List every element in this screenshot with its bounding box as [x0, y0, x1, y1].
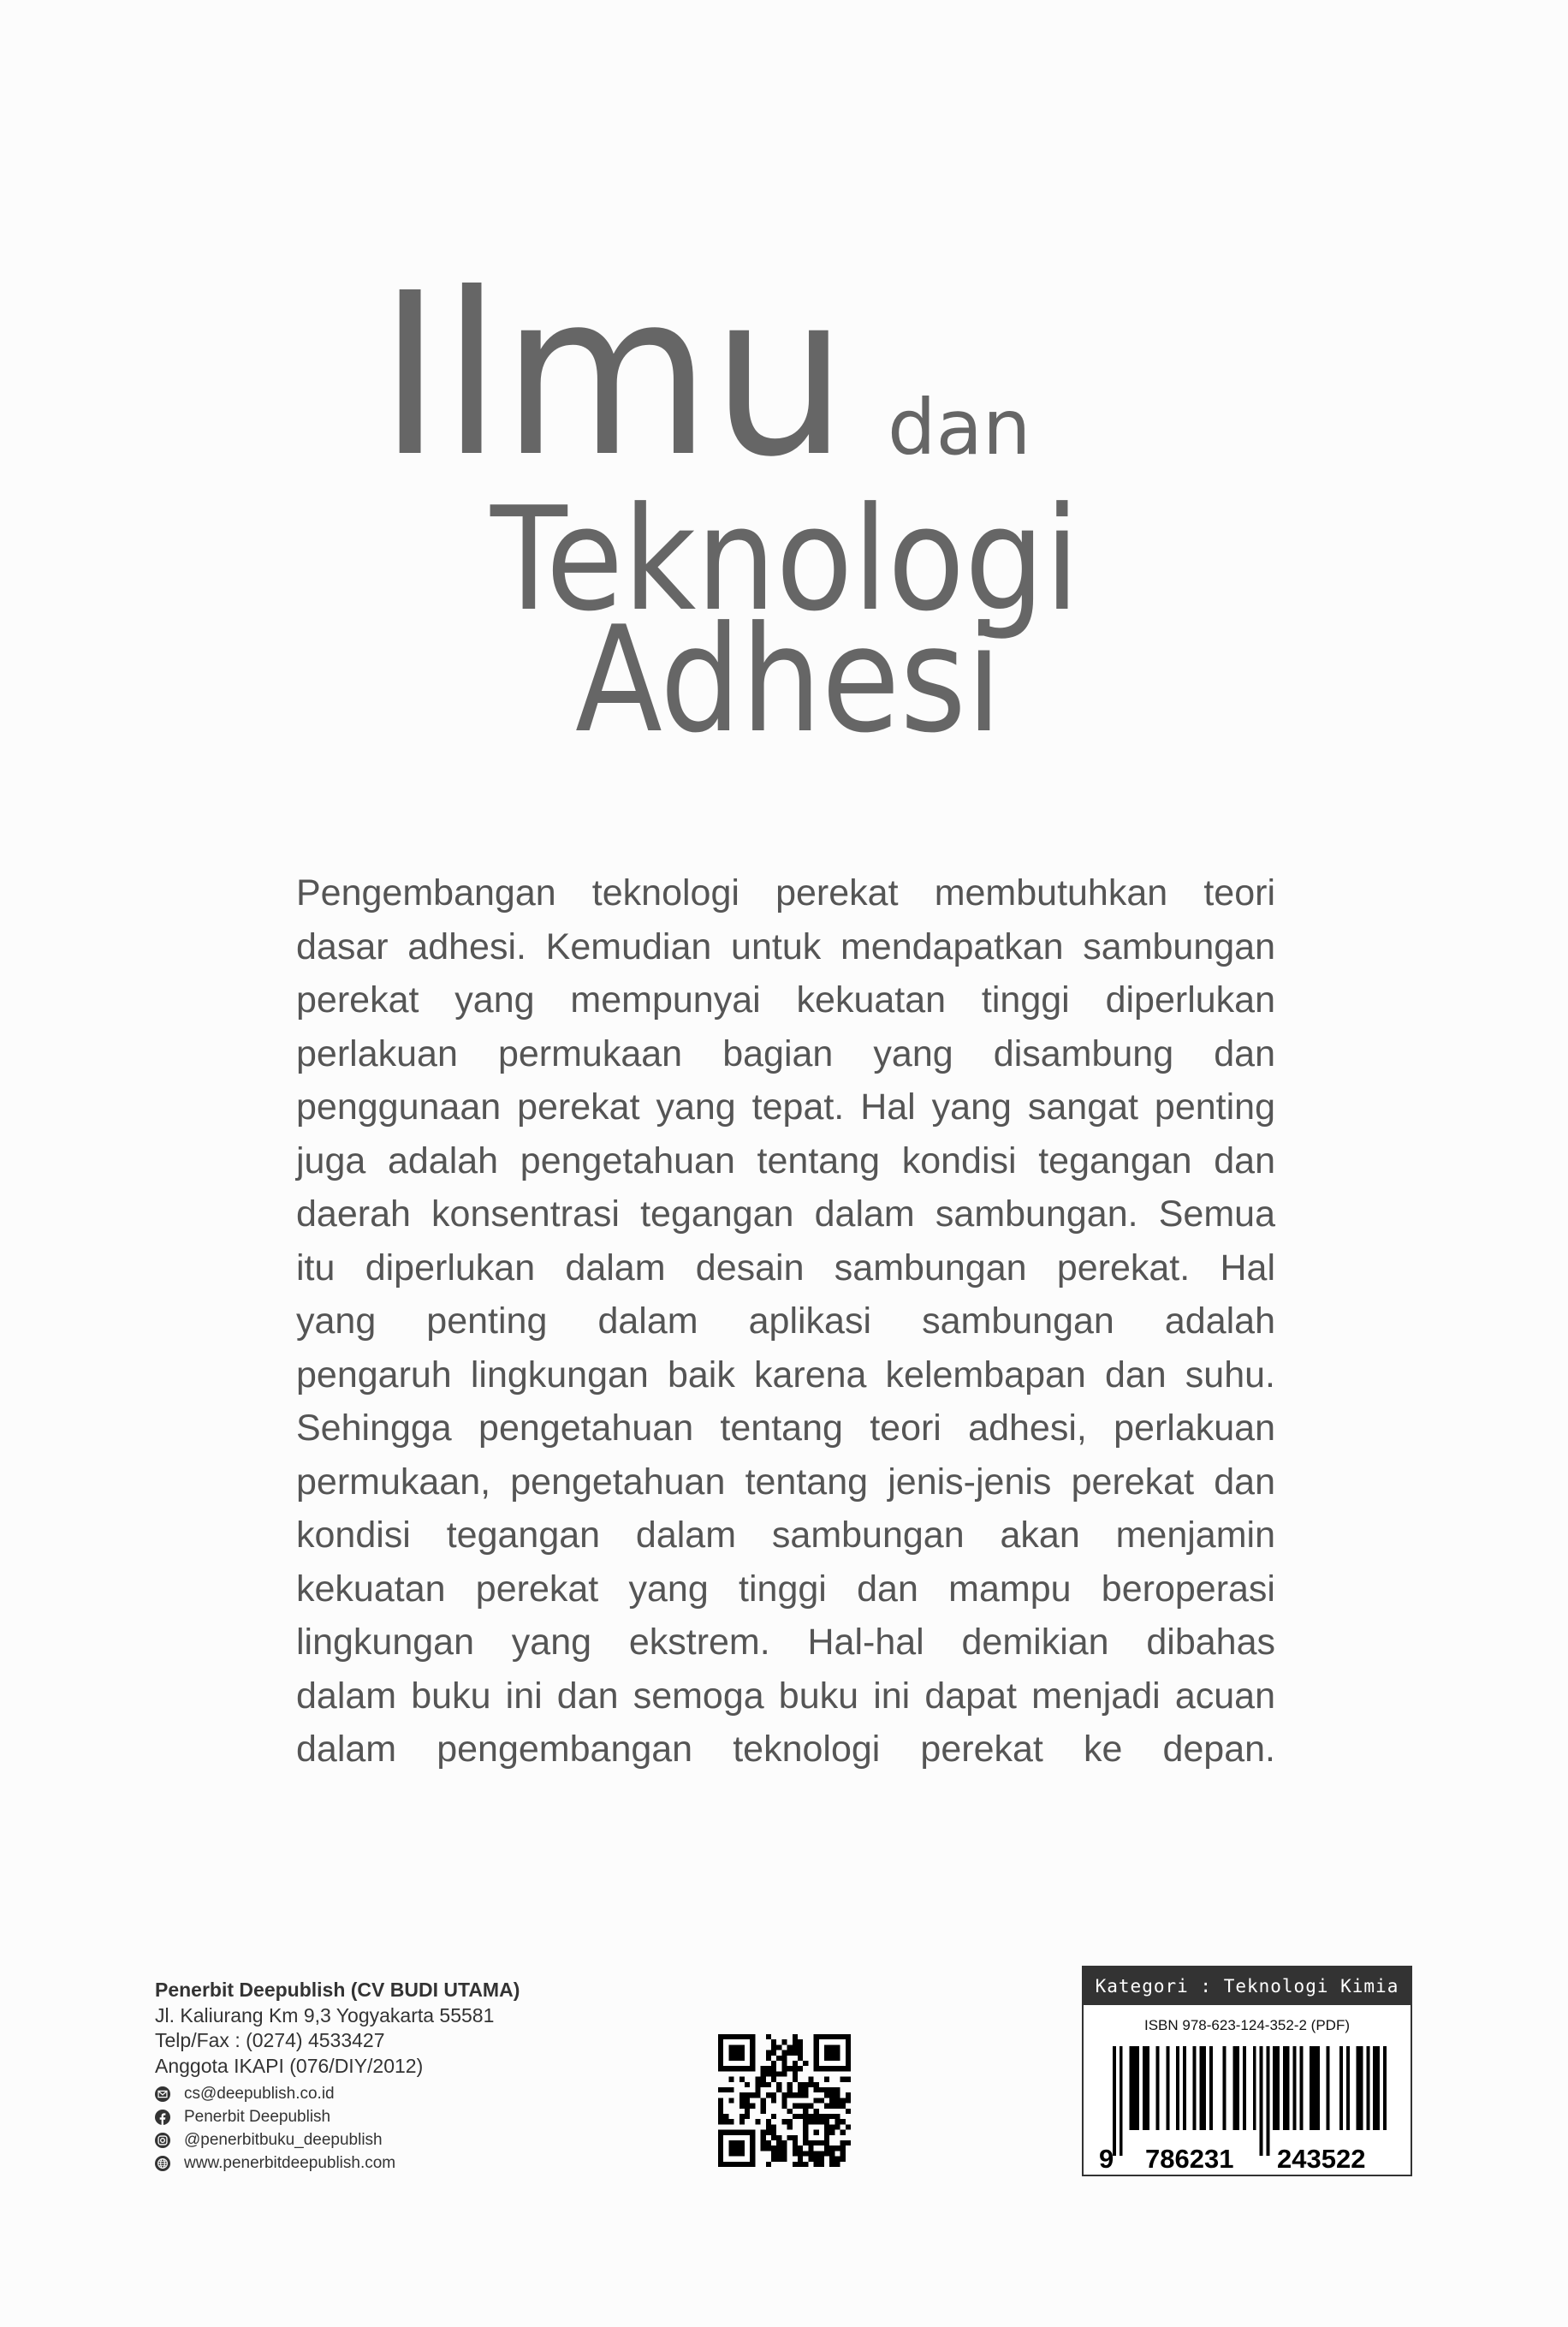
qr-module [761, 2077, 766, 2082]
qr-module [793, 2162, 798, 2167]
qr-module [776, 2140, 781, 2145]
qr-module [718, 2098, 723, 2103]
qr-module [750, 2104, 755, 2109]
qr-module [781, 2056, 787, 2061]
qr-module [808, 2082, 813, 2087]
qr-module [745, 2114, 750, 2119]
qr-module [787, 2092, 793, 2098]
qr-module [781, 2039, 787, 2044]
qr-module [798, 2114, 803, 2119]
isbn-box [1082, 1966, 1412, 2176]
qr-module [819, 2098, 824, 2103]
qr-module [814, 2109, 819, 2114]
qr-module [781, 2145, 787, 2151]
qr-module [793, 2066, 798, 2071]
qr-module [840, 2130, 846, 2135]
qr-module [846, 2109, 851, 2114]
qr-module [829, 2130, 834, 2135]
barcode-bar [1143, 2046, 1149, 2130]
barcode-bar [1199, 2046, 1206, 2130]
qr-module [787, 2109, 793, 2114]
qr-module [761, 2135, 766, 2140]
qr-module [781, 2104, 787, 2109]
qr-module [829, 2124, 834, 2129]
qr-module [745, 2082, 750, 2087]
qr-module [814, 2130, 819, 2135]
qr-module [798, 2087, 803, 2092]
synopsis-line: permukaan, pengetahuan tentang jenis-jenis perekat dan [296, 1461, 1275, 1503]
qr-module [771, 2124, 776, 2129]
qr-module [814, 2087, 819, 2092]
qr-module [829, 2145, 834, 2151]
website-text: www.penerbitdeepublish.com [184, 2154, 396, 2172]
qr-module [781, 2050, 787, 2056]
qr-module [798, 2151, 803, 2156]
qr-module [829, 2098, 834, 2103]
qr-module [824, 2092, 829, 2098]
qr-module [829, 2162, 834, 2167]
qr-module [771, 2114, 776, 2119]
barcode-bar [1223, 2046, 1226, 2130]
qr-module [814, 2151, 819, 2156]
qr-module [840, 2098, 846, 2103]
qr-module [771, 2061, 776, 2066]
qr-module [771, 2092, 776, 2098]
barcode-bar [1193, 2046, 1197, 2130]
qr-module [776, 2145, 781, 2151]
qr-module [771, 2151, 776, 2156]
synopsis-line: penggunaan perekat yang tepat. Hal yang sangat penting [296, 1086, 1275, 1128]
barcode-bar [1299, 2046, 1303, 2130]
qr-module [846, 2077, 851, 2082]
isbn-number: ISBN 978-623-124-352-2 (PDF) [1143, 2017, 1350, 2033]
qr-module [761, 2104, 766, 2109]
publisher-info [155, 1978, 520, 2175]
contact-instagram [155, 2128, 520, 2151]
qr-module [803, 2087, 808, 2092]
qr-module [803, 2151, 808, 2156]
barcode-bar [1136, 2046, 1139, 2130]
qr-module [766, 2092, 771, 2098]
barcode-digits-right: 243522 [1277, 2144, 1366, 2174]
qr-module [824, 2151, 829, 2156]
qr-module [771, 2157, 776, 2162]
synopsis [296, 866, 1275, 1776]
qr-module [787, 2082, 793, 2087]
qr-module [755, 2077, 760, 2082]
qr-module [781, 2061, 787, 2066]
qr-module [771, 2044, 776, 2050]
qr-module [771, 2077, 776, 2082]
qr-module [814, 2082, 819, 2087]
qr-module [766, 2145, 771, 2151]
qr-module [766, 2082, 771, 2087]
qr-module [803, 2092, 808, 2098]
qr-module [718, 2114, 723, 2119]
qr-module [793, 2061, 798, 2066]
synopsis-line: itu diperlukan dalam desain sambungan perekat. Hal [296, 1247, 1275, 1288]
qr-module [834, 2124, 840, 2129]
qr-module [766, 2140, 771, 2145]
synopsis-line: yang penting dalam aplikasi sambungan adalah [296, 1300, 1275, 1342]
synopsis-line: daerah konsentrasi tegangan dalam sambungan. Semua [296, 1193, 1275, 1235]
qr-module [761, 2130, 766, 2135]
qr-module [840, 2104, 846, 2109]
qr-module [824, 2044, 840, 2061]
qr-module [808, 2151, 813, 2156]
qr-module [728, 2077, 734, 2082]
email-text: cs@deepublish.co.id [184, 2085, 335, 2103]
title-adhesi: Adhesi [575, 595, 1002, 765]
qr-module [793, 2114, 798, 2119]
qr-module [781, 2140, 787, 2145]
qr-module [834, 2098, 840, 2103]
barcode-bar [1209, 2046, 1213, 2130]
barcode-bar [1113, 2046, 1116, 2156]
contact-website [155, 2151, 520, 2175]
qr-module [761, 2082, 766, 2087]
qr-module [739, 2098, 745, 2103]
qr-module [834, 2145, 840, 2151]
barcode-bar [1293, 2046, 1297, 2130]
qr-module [798, 2157, 803, 2162]
qr-module [798, 2082, 803, 2087]
qr-module [803, 2061, 808, 2066]
qr-module [761, 2071, 766, 2076]
instagram-icon [155, 2133, 170, 2148]
category-label: Kategori : Teknologi Kimia [1084, 1967, 1411, 2005]
synopsis-line: dalam buku ini dan semoga buku ini dapat menjadi acuan [296, 1675, 1275, 1717]
qr-module [739, 2092, 745, 2098]
contact-email [155, 2082, 520, 2105]
qr-module [793, 2104, 798, 2109]
title-ilmu: Ilmu [378, 245, 848, 506]
qr-code[interactable] [718, 2034, 851, 2167]
qr-module [824, 2077, 829, 2082]
qr-module [728, 2098, 734, 2103]
qr-module [834, 2092, 840, 2098]
qr-module [771, 2130, 776, 2135]
qr-module [776, 2087, 781, 2092]
facebook-text: Penerbit Deepublish [184, 2108, 331, 2126]
qr-module [718, 2109, 723, 2114]
qr-module [814, 2157, 819, 2162]
qr-module [718, 2104, 723, 2109]
qr-module [824, 2145, 829, 2151]
qr-module [834, 2157, 840, 2162]
barcode-bar [1310, 2046, 1320, 2130]
qr-module [793, 2039, 798, 2044]
qr-module [761, 2066, 766, 2071]
globe-icon [155, 2156, 170, 2171]
barcode-bar [1176, 2046, 1179, 2130]
qr-module [846, 2098, 851, 2103]
qr-module [808, 2114, 813, 2119]
qr-module [755, 2092, 760, 2098]
qr-module [787, 2124, 793, 2129]
qr-module [793, 2092, 798, 2098]
barcode-bar [1366, 2046, 1369, 2130]
publisher-address: Jl. Kaliurang Km 9,3 Yogyakarta 55581 [155, 2003, 495, 2026]
qr-module [793, 2071, 798, 2076]
qr-module [771, 2039, 776, 2044]
qr-module [840, 2157, 846, 2162]
qr-module [781, 2066, 787, 2071]
qr-module [808, 2104, 813, 2109]
qr-module [750, 2092, 755, 2098]
qr-module [745, 2109, 750, 2114]
qr-module [761, 2098, 766, 2103]
synopsis-line: dalam pengembangan teknologi perekat ke depan. [296, 1729, 1275, 1770]
qr-module [798, 2044, 803, 2050]
barcode-bar [1120, 2046, 1123, 2156]
qr-module [798, 2162, 803, 2167]
qr-module [781, 2071, 787, 2076]
qr-module [723, 2119, 728, 2124]
qr-module [771, 2050, 776, 2056]
qr-module [781, 2119, 787, 2124]
synopsis-line: Pengembangan teknologi perekat membutuhkan teori [296, 872, 1275, 914]
qr-module [771, 2135, 776, 2140]
qr-module [728, 2044, 745, 2061]
barcode-bar [1357, 2046, 1363, 2130]
qr-module [798, 2066, 803, 2071]
qr-module [781, 2157, 787, 2162]
qr-module [776, 2056, 781, 2061]
qr-module [761, 2140, 766, 2145]
qr-module [798, 2039, 803, 2044]
qr-module [739, 2114, 745, 2119]
qr-module [776, 2071, 781, 2076]
qr-module [829, 2157, 834, 2162]
publisher-phone: Telp/Fax : (0274) 4533427 [155, 2029, 385, 2051]
qr-module [834, 2114, 840, 2119]
qr-module [829, 2114, 834, 2119]
qr-module [793, 2044, 798, 2050]
barcode-bar [1373, 2046, 1380, 2130]
qr-module [771, 2145, 776, 2151]
barcode-bar [1166, 2046, 1169, 2130]
qr-module [776, 2135, 781, 2140]
qr-module [766, 2130, 771, 2135]
barcode-digits-left: 786231 [1145, 2144, 1234, 2174]
barcode-bar [1266, 2046, 1269, 2156]
qr-module [814, 2098, 819, 2103]
barcode-bar [1183, 2046, 1186, 2130]
barcode-bar [1273, 2046, 1280, 2130]
barcode-bar [1232, 2046, 1239, 2130]
qr-module [808, 2157, 813, 2162]
synopsis-line: perlakuan permukaan bagian yang disambung dan [296, 1033, 1275, 1074]
qr-module [745, 2092, 750, 2098]
qr-module [766, 2071, 771, 2076]
qr-module [840, 2119, 846, 2124]
barcode-bar [1156, 2046, 1160, 2130]
barcode-bar [1130, 2046, 1137, 2130]
publisher-member: Anggota IKAPI (076/DIY/2012) [155, 2054, 424, 2077]
qr-module [798, 2056, 803, 2061]
qr-module [787, 2135, 793, 2140]
qr-module [834, 2119, 840, 2124]
qr-module [787, 2066, 793, 2071]
qr-module [829, 2104, 834, 2109]
qr-module [846, 2124, 851, 2129]
barcode-bar [1346, 2046, 1350, 2130]
qr-module [787, 2119, 793, 2124]
qr-module [803, 2082, 808, 2087]
qr-module [787, 2044, 793, 2050]
barcode-bar [1383, 2046, 1387, 2130]
qr-module [840, 2145, 846, 2151]
barcode-bar [1260, 2046, 1263, 2156]
qr-module [776, 2044, 781, 2050]
qr-module [803, 2109, 808, 2114]
synopsis-line: juga adalah pengetahuan tentang kondisi tegangan dan [296, 1140, 1275, 1181]
qr-module [766, 2119, 771, 2124]
barcode-digit-first: 9 [1099, 2144, 1114, 2174]
publisher-name: Penerbit Deepublish (CV BUDI UTAMA) [155, 1979, 520, 2001]
qr-module [766, 2050, 771, 2056]
qr-module [808, 2145, 813, 2151]
qr-module [781, 2151, 787, 2156]
qr-module [803, 2114, 808, 2119]
qr-module [793, 2151, 798, 2156]
qr-module [755, 2082, 760, 2087]
qr-module [798, 2104, 803, 2109]
qr-module [728, 2140, 745, 2157]
barcode-bar [1243, 2046, 1246, 2130]
qr-module [771, 2098, 776, 2103]
qr-module [846, 2140, 851, 2145]
qr-module [819, 2162, 824, 2167]
qr-module [761, 2145, 766, 2151]
qr-module [793, 2135, 798, 2140]
qr-module [728, 2119, 734, 2124]
qr-module [793, 2050, 798, 2056]
qr-module [739, 2119, 745, 2124]
qr-module [819, 2157, 824, 2162]
synopsis-line: Sehingga pengetahuan tentang teori adhesi, perlakuan [296, 1408, 1275, 1449]
qr-module [798, 2050, 803, 2056]
qr-module [745, 2098, 750, 2103]
title-teknologi: Teknologi [490, 477, 1080, 643]
qr-module [834, 2162, 840, 2167]
synopsis-line: perekat yang mempunyai kekuatan tinggi diperlukan [296, 979, 1275, 1021]
qr-module [793, 2034, 798, 2039]
qr-module [718, 2087, 723, 2092]
qr-module [834, 2087, 840, 2092]
qr-module [846, 2092, 851, 2098]
synopsis-line: kekuatan perekat yang tinggi dan mampu beroperasi [296, 1568, 1275, 1610]
qr-module [793, 2145, 798, 2151]
qr-module [824, 2114, 829, 2119]
qr-module [766, 2034, 771, 2039]
facebook-icon [155, 2110, 170, 2125]
qr-module [781, 2092, 787, 2098]
qr-module [723, 2087, 728, 2092]
qr-module [781, 2098, 787, 2103]
qr-module [840, 2140, 846, 2145]
qr-module [824, 2087, 829, 2092]
barcode-bar [1283, 2046, 1290, 2130]
email-icon [155, 2086, 170, 2102]
qr-module [803, 2162, 808, 2167]
qr-module [745, 2104, 750, 2109]
qr-module [829, 2151, 834, 2156]
qr-module [766, 2162, 771, 2167]
barcode-bar [1327, 2046, 1330, 2130]
qr-module [766, 2066, 771, 2071]
qr-module [803, 2104, 808, 2109]
barcode-bar [1253, 2046, 1256, 2130]
qr-module [787, 2087, 793, 2092]
contact-facebook [155, 2105, 520, 2128]
synopsis-line: dasar adhesi. Kemudian untuk mendapatkan sambungan [296, 925, 1275, 967]
qr-module [814, 2114, 819, 2119]
qr-module [739, 2104, 745, 2109]
synopsis-line: kondisi tegangan dalam sambungan akan menjamin [296, 1515, 1275, 1556]
qr-module [798, 2145, 803, 2151]
qr-module [776, 2082, 781, 2087]
qr-module [840, 2151, 846, 2156]
qr-module [755, 2087, 760, 2092]
qr-module [793, 2140, 798, 2145]
qr-module [766, 2124, 771, 2129]
qr-module [808, 2077, 813, 2082]
qr-module [776, 2151, 781, 2156]
qr-module [771, 2071, 776, 2076]
qr-module [787, 2050, 793, 2056]
qr-module [829, 2087, 834, 2092]
qr-module [718, 2119, 723, 2124]
qr-module [840, 2077, 846, 2082]
qr-module [798, 2092, 803, 2098]
qr-module [834, 2104, 840, 2109]
qr-module [755, 2119, 760, 2124]
qr-module [739, 2077, 745, 2082]
synopsis-line: pengaruh lingkungan baik karena kelembapan dan suhu. [296, 1354, 1275, 1396]
qr-module [793, 2077, 798, 2082]
qr-module [728, 2087, 734, 2092]
qr-module [819, 2151, 824, 2156]
qr-module [819, 2087, 824, 2092]
qr-module [766, 2056, 771, 2061]
qr-module [819, 2114, 824, 2119]
qr-module [824, 2104, 829, 2109]
title-dan: dan [888, 383, 1031, 472]
qr-module [723, 2114, 728, 2119]
qr-module [829, 2092, 834, 2098]
instagram-text: @penerbitbuku_deepublish [184, 2131, 383, 2149]
qr-module [761, 2109, 766, 2114]
synopsis-line: lingkungan yang ekstrem. Hal-hal demikian dibahas [296, 1622, 1275, 1663]
qr-module [771, 2066, 776, 2071]
barcode-bar [1339, 2046, 1343, 2130]
qr-module [776, 2157, 781, 2162]
qr-module [814, 2162, 819, 2167]
